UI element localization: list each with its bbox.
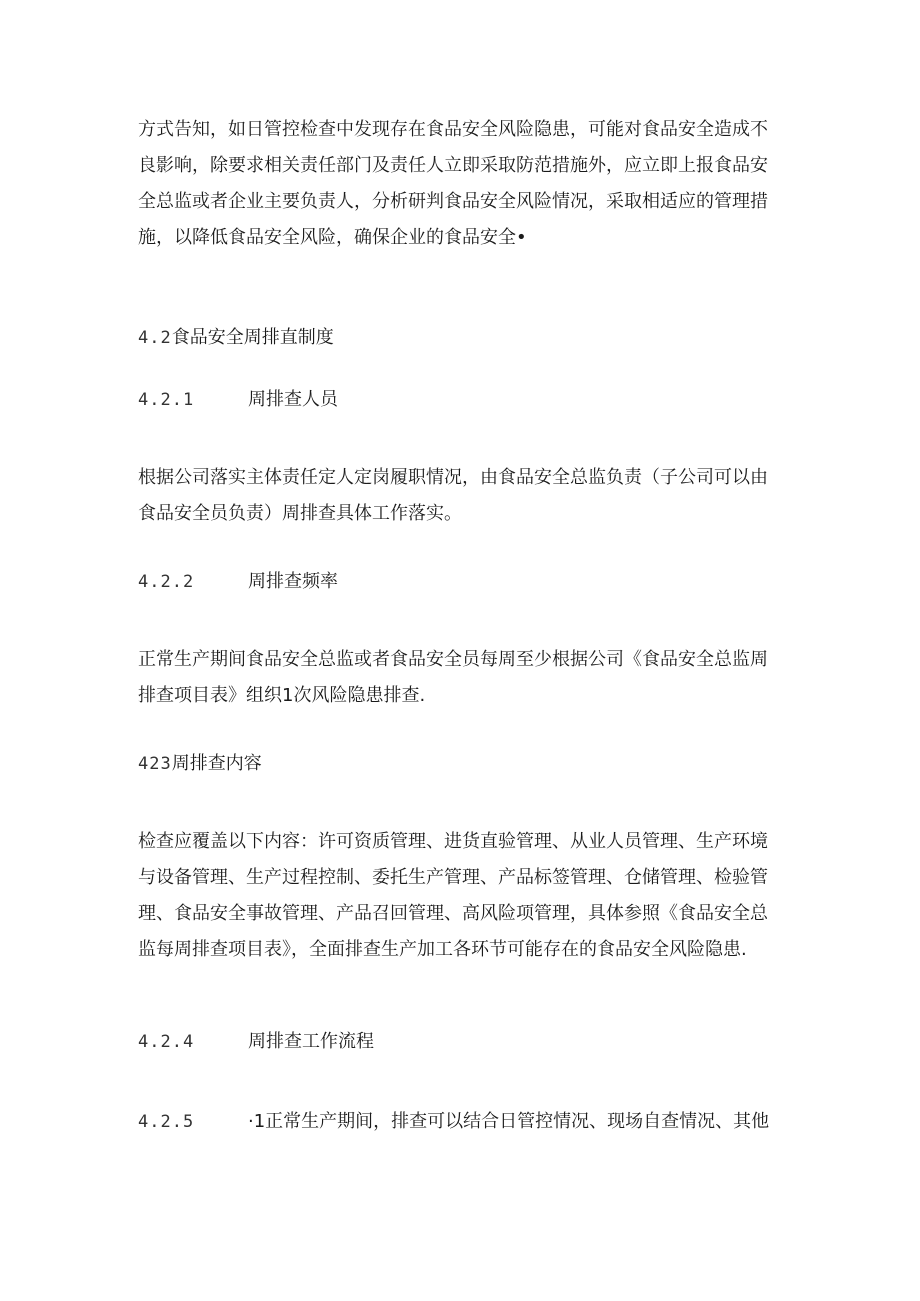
section-title: ·1正常生产期间，排查可以结合日管控情况、现场自查情况、其他 [248, 1111, 770, 1132]
section-number: 423 [138, 754, 172, 774]
paragraph-line: 食品安全员负责）周排查具体工作落实。 [138, 503, 462, 524]
paragraph-line: 根据公司落实主体责任定人定岗履职情况，由食品安全总监负责（子公司可以由 [138, 467, 768, 488]
paragraph-line: 与设备管理、生产过程控制、委托生产管理、产品标签管理、仓储管理、检验管 [138, 867, 768, 888]
section-heading-4-2 [138, 320, 334, 356]
section-heading-4-2-1 [138, 382, 338, 418]
section-number: 4.2.1 [138, 390, 195, 410]
paragraph-weekly-inspection-personnel [138, 460, 793, 532]
section-number: 4.2 [138, 328, 172, 348]
section-number: 4.2.2 [138, 572, 195, 592]
paragraph-line: 排查项目表》组织1次风险隐患排查. [138, 685, 426, 706]
paragraph-weekly-inspection-frequency [138, 642, 793, 714]
section-title: 周排查频率 [248, 571, 338, 592]
paragraph-line: 良影响，除要求相关责任部门及责任人立即采取防范措施外，应立即上报食品安 [138, 155, 768, 176]
section-title: 周排查工作流程 [248, 1031, 374, 1052]
section-title: 周排查内容 [171, 753, 262, 774]
paragraph-line: 理、食品安全事故管理、产品召回管理、高风险项管理，具体参照《食品安全总 [138, 903, 768, 924]
section-number: 4.2.5 [138, 1112, 195, 1132]
section-heading-4-2-5 [138, 1104, 769, 1140]
paragraph-line: 全总监或者企业主要负责人，分析研判食品安全风险情况，采取相适应的管理措 [138, 191, 768, 212]
paragraph-weekly-inspection-content [138, 824, 793, 968]
paragraph-line: 检查应覆盖以下内容：许可资质管理、进货直验管理、从业人员管理、生产环境 [138, 831, 768, 852]
section-title: 食品安全周排直制度 [171, 327, 334, 348]
paragraph-line: 正常生产期间食品安全总监或者食品安全员每周至少根据公司《食品安全总监周 [138, 649, 768, 670]
paragraph-line: 施，以降低食品安全风险，确保企业的食品安全• [138, 227, 527, 248]
section-heading-4-2-3 [138, 746, 262, 782]
section-heading-4-2-4 [138, 1024, 374, 1060]
paragraph-line: 方式告知，如日管控检查中发现存在食品安全风险隐患，可能对食品安全造成不 [138, 119, 768, 140]
paragraph-daily-control-report [138, 112, 793, 256]
section-number: 4.2.4 [138, 1032, 195, 1052]
section-title: 周排查人员 [248, 389, 338, 410]
section-heading-4-2-2 [138, 564, 338, 600]
paragraph-line: 监每周排查项目表》，全面排查生产加工各环节可能存在的食品安全风险隐患. [138, 939, 747, 960]
